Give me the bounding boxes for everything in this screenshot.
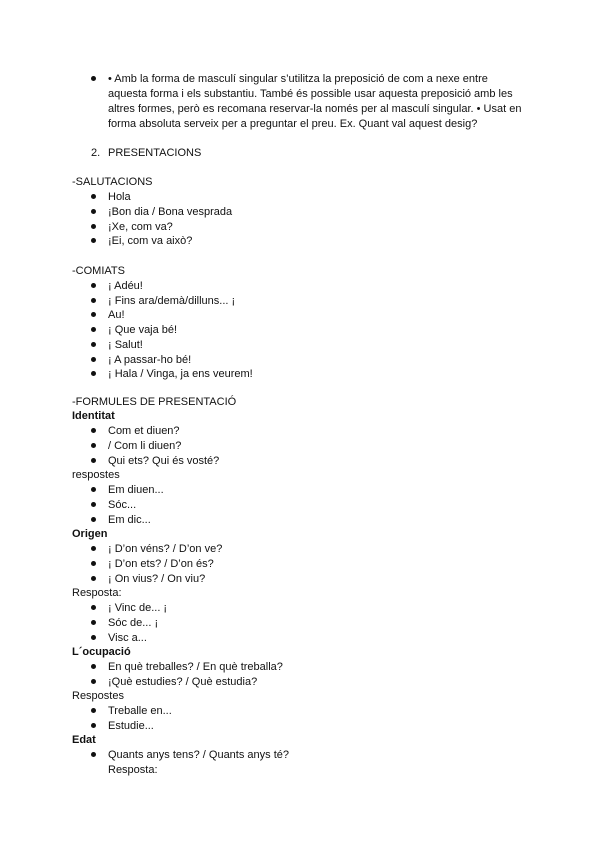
list-bullet <box>91 664 96 669</box>
list-bullet <box>91 605 96 610</box>
intro-line: altres formes, però es recomana reservar-la només per al masculí singular. • Usat en <box>108 103 522 115</box>
list-item: Treballe en... <box>108 705 172 717</box>
list-item: ¡ D’on véns? / D’on ve? <box>108 543 223 555</box>
salutacions-heading: -SALUTACIONS <box>72 176 153 188</box>
list-item: ¡Xe, com va? <box>108 221 173 233</box>
list-bullet <box>91 428 96 433</box>
intro-line: forma absoluta serveix per a preguntar el preu. Ex. Quant val aquest desig? <box>108 118 478 130</box>
list-bullet <box>91 443 96 448</box>
list-item: ¡ Fins ara/demà/dilluns... ¡ <box>108 295 236 307</box>
list-bullet <box>91 723 96 728</box>
list-item: Sóc de... ¡ <box>108 617 159 629</box>
list-bullet <box>91 283 96 288</box>
list-item: Quants anys tens? / Quants anys té? <box>108 749 289 761</box>
list-item: ¡ D’on ets? / D’on és? <box>108 558 214 570</box>
list-bullet <box>91 502 96 507</box>
list-bullet <box>91 194 96 199</box>
list-item: Com et diuen? <box>108 425 180 437</box>
edat-label: Edat <box>72 734 96 746</box>
list-bullet <box>91 76 96 81</box>
list-item: Qui ets? Qui és vosté? <box>108 455 220 467</box>
list-bullet <box>91 238 96 243</box>
list-item: ¡ On vius? / On viu? <box>108 573 206 585</box>
list-bullet <box>91 371 96 376</box>
intro-line: aquesta forma i els substantiu. També és possible usar aquesta preposició amb les <box>108 88 513 100</box>
list-item: ¡Què estudies? / Què estudia? <box>108 676 258 688</box>
list-bullet <box>91 224 96 229</box>
list-item: Visc a... <box>108 632 147 644</box>
list-bullet <box>91 298 96 303</box>
comiats-heading: -COMIATS <box>72 265 125 277</box>
section-number: 2. <box>91 147 101 159</box>
list-item: ¡Bon dia / Bona vesprada <box>108 206 233 218</box>
list-item: En què treballes? / En què treballa? <box>108 661 283 673</box>
list-item: ¡ Hala / Vinga, ja ens veurem! <box>108 368 253 380</box>
list-item: Em dic... <box>108 514 151 526</box>
list-bullet <box>91 679 96 684</box>
list-item: ¡ Vinc de... ¡ <box>108 602 168 614</box>
ocupacio-label: L´ocupació <box>72 646 131 658</box>
list-item: ¡Ei, com va això? <box>108 235 193 247</box>
list-bullet <box>91 327 96 332</box>
list-bullet <box>91 209 96 214</box>
formules-heading: -FORMULES DE PRESENTACIÓ <box>72 396 237 408</box>
list-bullet <box>91 576 96 581</box>
list-bullet <box>91 357 96 362</box>
section-title: PRESENTACIONS <box>108 147 202 159</box>
list-item: Estudie... <box>108 720 154 732</box>
list-item: ¡ A passar-ho bé! <box>108 354 192 366</box>
answer-label: Resposta: <box>108 764 158 776</box>
intro-line: • Amb la forma de masculí singular s’utilitza la preposició de com a nexe entre <box>108 73 488 85</box>
list-item: Sóc... <box>108 499 137 511</box>
list-bullet <box>91 561 96 566</box>
list-item: Au! <box>108 309 125 321</box>
list-bullet <box>91 635 96 640</box>
list-item: ¡ Adéu! <box>108 280 143 292</box>
list-bullet <box>91 517 96 522</box>
list-item: Em diuen... <box>108 484 164 496</box>
origen-label: Origen <box>72 528 108 540</box>
list-bullet <box>91 312 96 317</box>
list-bullet <box>91 487 96 492</box>
list-bullet <box>91 708 96 713</box>
answers-label: Resposta: <box>72 587 122 599</box>
list-bullet <box>91 342 96 347</box>
list-item: ¡ Salut! <box>108 339 143 351</box>
list-bullet <box>91 546 96 551</box>
list-item: ¡ Que vaja bé! <box>108 324 178 336</box>
identitat-label: Identitat <box>72 410 115 422</box>
answers-label: Respostes <box>72 690 124 702</box>
list-item: / Com li diuen? <box>108 440 182 452</box>
list-bullet <box>91 620 96 625</box>
list-bullet <box>91 752 96 757</box>
list-bullet <box>91 458 96 463</box>
list-item: Hola <box>108 191 131 203</box>
answers-label: respostes <box>72 469 120 481</box>
